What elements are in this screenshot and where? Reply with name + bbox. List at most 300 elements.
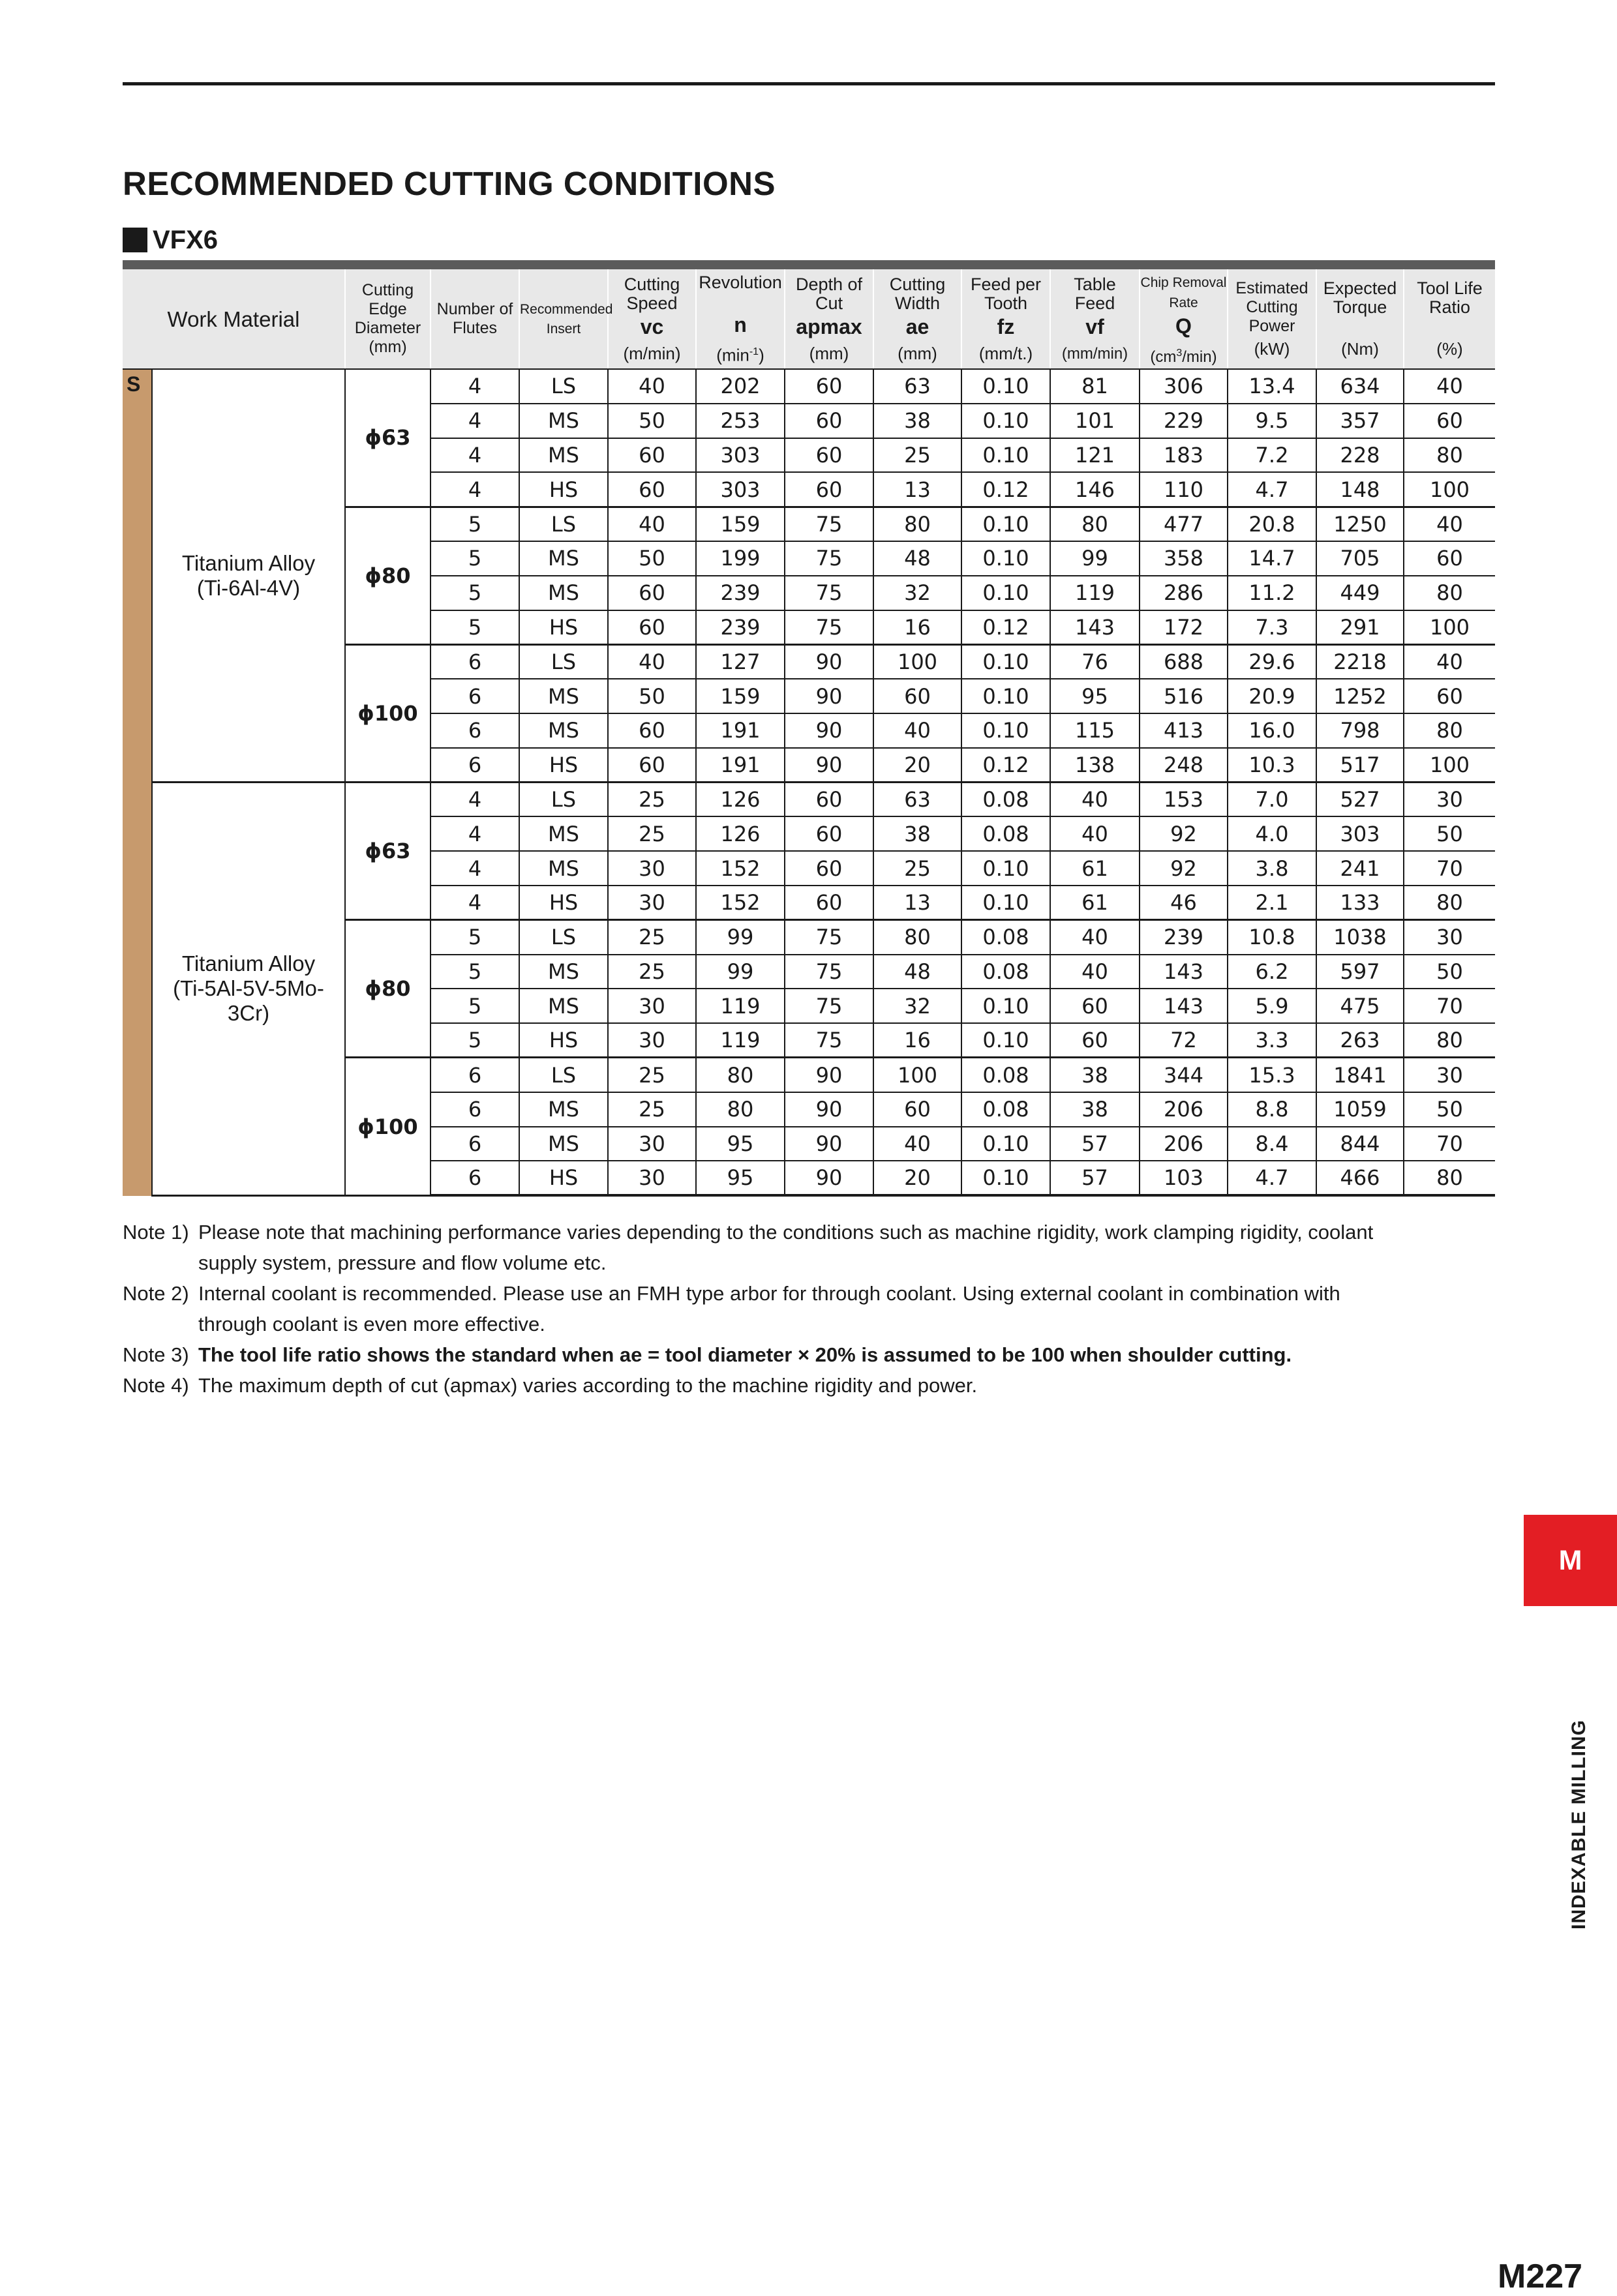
header-symbol: vf bbox=[1085, 314, 1104, 338]
cell-chip-removal-rate: 413 bbox=[1140, 713, 1228, 748]
cell-insert: MS bbox=[519, 404, 608, 438]
header-label: Tool Life bbox=[1417, 278, 1483, 298]
cell-table-feed: 60 bbox=[1050, 1023, 1140, 1058]
cell-cutting-speed: 30 bbox=[608, 989, 696, 1023]
cell-cutting-speed: 25 bbox=[608, 1058, 696, 1092]
cell-cutting-width: 60 bbox=[873, 679, 961, 713]
cell-table-feed: 99 bbox=[1050, 541, 1140, 576]
cell-tool-life-ratio: 80 bbox=[1404, 886, 1495, 920]
header-flutes bbox=[431, 269, 519, 369]
note-text bbox=[198, 1370, 977, 1401]
cell-chip-removal-rate: 92 bbox=[1140, 851, 1228, 886]
cell-table-feed: 38 bbox=[1050, 1092, 1140, 1127]
cell-chip-removal-rate: 206 bbox=[1140, 1092, 1228, 1127]
header-cutting-width bbox=[873, 269, 961, 369]
header-insert-line: Recommended bbox=[520, 302, 613, 317]
cell-feed-per-tooth: 0.10 bbox=[961, 851, 1050, 886]
cell-cutting-speed: 30 bbox=[608, 886, 696, 920]
cell-chip-removal-rate: 92 bbox=[1140, 816, 1228, 851]
cell-flutes: 6 bbox=[431, 713, 519, 748]
header-unit: (m/min) bbox=[623, 343, 681, 363]
header-label: Speed bbox=[626, 293, 678, 313]
cell-insert: MS bbox=[519, 851, 608, 886]
note bbox=[123, 1217, 1492, 1278]
cell-insert: LS bbox=[519, 644, 608, 679]
cell-cutting-width: 48 bbox=[873, 955, 961, 989]
cell-chip-removal-rate: 229 bbox=[1140, 404, 1228, 438]
cell-torque: 475 bbox=[1316, 989, 1404, 1023]
cell-revolution: 80 bbox=[696, 1092, 785, 1127]
header-torque bbox=[1316, 269, 1404, 369]
work-material-line: (Ti-5Al-5V-5Mo-3Cr) bbox=[173, 976, 324, 1026]
cell-table-feed: 61 bbox=[1050, 851, 1140, 886]
cell-feed-per-tooth: 0.10 bbox=[961, 404, 1050, 438]
header-unit-sup: -1 bbox=[749, 346, 759, 357]
header-cutting-speed bbox=[608, 269, 696, 369]
cell-flutes: 6 bbox=[431, 1127, 519, 1161]
header-diameter-line: Cutting bbox=[361, 281, 414, 299]
cell-revolution: 95 bbox=[696, 1127, 785, 1161]
cell-flutes: 5 bbox=[431, 955, 519, 989]
cell-depth-of-cut: 60 bbox=[785, 816, 873, 851]
header-feed-per-tooth bbox=[961, 269, 1050, 369]
cell-insert: MS bbox=[519, 955, 608, 989]
cell-flutes: 4 bbox=[431, 404, 519, 438]
cell-cutting-width: 63 bbox=[873, 369, 961, 404]
cell-insert: HS bbox=[519, 886, 608, 920]
header-unit: (Nm) bbox=[1341, 339, 1379, 359]
cell-table-feed: 143 bbox=[1050, 610, 1140, 645]
cell-depth-of-cut: 75 bbox=[785, 955, 873, 989]
cell-tool-life-ratio: 60 bbox=[1404, 541, 1495, 576]
cell-torque: 291 bbox=[1316, 610, 1404, 645]
section-name: VFX6 bbox=[153, 225, 219, 254]
cell-torque: 263 bbox=[1316, 1023, 1404, 1058]
note-line: through coolant is even more effective. bbox=[198, 1313, 545, 1335]
cell-cutting-width: 100 bbox=[873, 644, 961, 679]
cell-table-feed: 121 bbox=[1050, 438, 1140, 473]
cell-feed-per-tooth: 0.10 bbox=[961, 576, 1050, 610]
cell-cutting-width: 25 bbox=[873, 851, 961, 886]
cell-revolution: 202 bbox=[696, 369, 785, 404]
cell-cutting-power: 2.1 bbox=[1228, 886, 1316, 920]
cell-insert: HS bbox=[519, 1161, 608, 1195]
cell-table-feed: 61 bbox=[1050, 886, 1140, 920]
cell-flutes: 6 bbox=[431, 679, 519, 713]
cell-tool-life-ratio: 40 bbox=[1404, 644, 1495, 679]
header-label: Expected bbox=[1323, 278, 1397, 298]
cell-feed-per-tooth: 0.12 bbox=[961, 748, 1050, 783]
cell-insert: HS bbox=[519, 748, 608, 783]
cell-cutting-power: 4.7 bbox=[1228, 1161, 1316, 1195]
cell-insert: MS bbox=[519, 989, 608, 1023]
cell-cutting-power: 4.7 bbox=[1228, 472, 1316, 507]
cell-chip-removal-rate: 206 bbox=[1140, 1127, 1228, 1161]
table-header-band bbox=[123, 260, 1495, 269]
cell-revolution: 99 bbox=[696, 955, 785, 989]
cell-depth-of-cut: 60 bbox=[785, 404, 873, 438]
cell-chip-removal-rate: 46 bbox=[1140, 886, 1228, 920]
cell-tool-life-ratio: 50 bbox=[1404, 1092, 1495, 1127]
cell-tool-life-ratio: 80 bbox=[1404, 713, 1495, 748]
iso-group-s-band: S bbox=[123, 369, 152, 1195]
cell-revolution: 99 bbox=[696, 920, 785, 955]
cell-flutes: 5 bbox=[431, 507, 519, 541]
note-line: Please note that machining performance varies depending to the conditions such as machine rigidity, work clamping rigidity, coolant bbox=[198, 1221, 1374, 1244]
cell-cutting-power: 8.4 bbox=[1228, 1127, 1316, 1161]
header-symbol: n bbox=[734, 312, 747, 336]
cell-tool-life-ratio: 50 bbox=[1404, 816, 1495, 851]
cell-cutting-width: 32 bbox=[873, 989, 961, 1023]
cell-cutting-speed: 30 bbox=[608, 1161, 696, 1195]
cell-depth-of-cut: 90 bbox=[785, 1092, 873, 1127]
cell-tool-life-ratio: 100 bbox=[1404, 610, 1495, 645]
cell-revolution: 303 bbox=[696, 438, 785, 473]
cell-cutting-power: 4.0 bbox=[1228, 816, 1316, 851]
cell-depth-of-cut: 90 bbox=[785, 748, 873, 783]
cutting-edge-diameter: ϕ63 bbox=[345, 369, 431, 507]
cell-cutting-power: 16.0 bbox=[1228, 713, 1316, 748]
cell-tool-life-ratio: 100 bbox=[1404, 472, 1495, 507]
cell-depth-of-cut: 75 bbox=[785, 1023, 873, 1058]
cell-table-feed: 40 bbox=[1050, 920, 1140, 955]
cell-torque: 2218 bbox=[1316, 644, 1404, 679]
cell-flutes: 5 bbox=[431, 1023, 519, 1058]
cell-chip-removal-rate: 516 bbox=[1140, 679, 1228, 713]
cell-torque: 1038 bbox=[1316, 920, 1404, 955]
cutting-conditions-table bbox=[123, 269, 1495, 1197]
cell-insert: MS bbox=[519, 576, 608, 610]
cell-tool-life-ratio: 80 bbox=[1404, 1161, 1495, 1195]
cell-torque: 449 bbox=[1316, 576, 1404, 610]
cell-depth-of-cut: 90 bbox=[785, 1127, 873, 1161]
cell-revolution: 159 bbox=[696, 507, 785, 541]
cell-revolution: 191 bbox=[696, 748, 785, 783]
cell-feed-per-tooth: 0.08 bbox=[961, 1092, 1050, 1127]
header-label: Table bbox=[1074, 274, 1116, 294]
cell-depth-of-cut: 60 bbox=[785, 369, 873, 404]
notes bbox=[123, 1217, 1492, 1401]
cell-table-feed: 146 bbox=[1050, 472, 1140, 507]
cell-cutting-speed: 25 bbox=[608, 920, 696, 955]
cell-revolution: 119 bbox=[696, 1023, 785, 1058]
cell-tool-life-ratio: 70 bbox=[1404, 851, 1495, 886]
cell-insert: MS bbox=[519, 1127, 608, 1161]
cell-chip-removal-rate: 688 bbox=[1140, 644, 1228, 679]
cell-cutting-power: 29.6 bbox=[1228, 644, 1316, 679]
cell-feed-per-tooth: 0.08 bbox=[961, 1058, 1050, 1092]
cell-insert: LS bbox=[519, 507, 608, 541]
cell-table-feed: 119 bbox=[1050, 576, 1140, 610]
cell-cutting-width: 48 bbox=[873, 541, 961, 576]
cell-feed-per-tooth: 0.08 bbox=[961, 783, 1050, 817]
cell-table-feed: 80 bbox=[1050, 507, 1140, 541]
cell-tool-life-ratio: 30 bbox=[1404, 1058, 1495, 1092]
cell-insert: MS bbox=[519, 679, 608, 713]
header-label: Power bbox=[1248, 317, 1295, 335]
cell-cutting-power: 20.8 bbox=[1228, 507, 1316, 541]
header-symbol: Q bbox=[1175, 314, 1192, 338]
header-unit-text: (min bbox=[716, 345, 749, 365]
header-diameter-line: Edge bbox=[369, 300, 407, 318]
note-line: supply system, pressure and flow volume etc. bbox=[198, 1251, 607, 1274]
header-label: Estimated bbox=[1235, 279, 1308, 297]
cell-flutes: 5 bbox=[431, 989, 519, 1023]
cell-feed-per-tooth: 0.08 bbox=[961, 816, 1050, 851]
cell-revolution: 239 bbox=[696, 610, 785, 645]
note bbox=[123, 1370, 1492, 1401]
cell-flutes: 4 bbox=[431, 886, 519, 920]
cell-table-feed: 115 bbox=[1050, 713, 1140, 748]
cell-revolution: 152 bbox=[696, 851, 785, 886]
cell-torque: 844 bbox=[1316, 1127, 1404, 1161]
cell-flutes: 6 bbox=[431, 1161, 519, 1195]
cell-cutting-width: 40 bbox=[873, 713, 961, 748]
cell-flutes: 6 bbox=[431, 1058, 519, 1092]
note-text bbox=[198, 1339, 1292, 1370]
cell-cutting-speed: 60 bbox=[608, 438, 696, 473]
cell-feed-per-tooth: 0.08 bbox=[961, 955, 1050, 989]
work-material-line: Titanium Alloy bbox=[181, 550, 316, 575]
cell-revolution: 126 bbox=[696, 816, 785, 851]
section-tab: M bbox=[1524, 1515, 1617, 1606]
cell-cutting-power: 5.9 bbox=[1228, 989, 1316, 1023]
header-unit-end: /min) bbox=[1182, 348, 1217, 366]
cell-cutting-speed: 60 bbox=[608, 472, 696, 507]
table-header-row bbox=[123, 269, 1495, 369]
section-tab-label: INDEXABLE MILLING bbox=[1568, 1720, 1590, 1930]
cell-revolution: 95 bbox=[696, 1161, 785, 1195]
table-row bbox=[123, 369, 1495, 404]
cell-table-feed: 101 bbox=[1050, 404, 1140, 438]
cell-table-feed: 76 bbox=[1050, 644, 1140, 679]
cell-cutting-speed: 60 bbox=[608, 576, 696, 610]
cell-revolution: 159 bbox=[696, 679, 785, 713]
note-line: The maximum depth of cut (apmax) varies according to the machine rigidity and power. bbox=[198, 1374, 978, 1397]
cell-cutting-speed: 60 bbox=[608, 713, 696, 748]
cell-chip-removal-rate: 72 bbox=[1140, 1023, 1228, 1058]
cell-cutting-speed: 30 bbox=[608, 1127, 696, 1161]
header-symbol: fz bbox=[997, 314, 1015, 338]
cell-cutting-width: 20 bbox=[873, 748, 961, 783]
cell-depth-of-cut: 90 bbox=[785, 713, 873, 748]
header-label: Feed per bbox=[970, 274, 1042, 294]
note-text bbox=[198, 1217, 1373, 1278]
cell-depth-of-cut: 60 bbox=[785, 438, 873, 473]
cell-depth-of-cut: 75 bbox=[785, 920, 873, 955]
cell-depth-of-cut: 75 bbox=[785, 610, 873, 645]
cell-tool-life-ratio: 60 bbox=[1404, 404, 1495, 438]
cell-torque: 705 bbox=[1316, 541, 1404, 576]
cell-depth-of-cut: 60 bbox=[785, 783, 873, 817]
cell-tool-life-ratio: 60 bbox=[1404, 679, 1495, 713]
cell-tool-life-ratio: 80 bbox=[1404, 438, 1495, 473]
cell-cutting-width: 13 bbox=[873, 472, 961, 507]
cell-table-feed: 138 bbox=[1050, 748, 1140, 783]
cell-revolution: 191 bbox=[696, 713, 785, 748]
cell-cutting-width: 13 bbox=[873, 886, 961, 920]
note-label: Note 1) bbox=[123, 1221, 189, 1244]
cell-cutting-width: 38 bbox=[873, 404, 961, 438]
header-label: Cut bbox=[815, 293, 843, 313]
cell-depth-of-cut: 90 bbox=[785, 644, 873, 679]
header-label: Cutting bbox=[624, 274, 680, 294]
header-unit bbox=[697, 342, 784, 365]
header-diameter bbox=[345, 269, 431, 369]
cell-torque: 148 bbox=[1316, 472, 1404, 507]
cell-chip-removal-rate: 143 bbox=[1140, 955, 1228, 989]
cell-depth-of-cut: 90 bbox=[785, 1058, 873, 1092]
cell-tool-life-ratio: 50 bbox=[1404, 955, 1495, 989]
cell-flutes: 5 bbox=[431, 576, 519, 610]
cell-table-feed: 57 bbox=[1050, 1161, 1140, 1195]
header-symbol: apmax bbox=[796, 314, 862, 338]
cell-torque: 517 bbox=[1316, 748, 1404, 783]
cell-table-feed: 95 bbox=[1050, 679, 1140, 713]
top-rule bbox=[123, 82, 1495, 85]
header-label: Revolution bbox=[699, 272, 782, 292]
work-material-line: (Ti-6Al-4V) bbox=[196, 575, 301, 600]
cell-chip-removal-rate: 153 bbox=[1140, 783, 1228, 817]
cell-flutes: 6 bbox=[431, 748, 519, 783]
cutting-edge-diameter: ϕ80 bbox=[345, 920, 431, 1058]
cell-chip-removal-rate: 103 bbox=[1140, 1161, 1228, 1195]
header-unit: (%) bbox=[1436, 339, 1463, 359]
cell-chip-removal-rate: 477 bbox=[1140, 507, 1228, 541]
cell-cutting-power: 3.3 bbox=[1228, 1023, 1316, 1058]
cell-flutes: 4 bbox=[431, 472, 519, 507]
cutting-edge-diameter: ϕ63 bbox=[345, 783, 431, 920]
header-unit-end: ) bbox=[759, 345, 764, 365]
cell-cutting-speed: 50 bbox=[608, 541, 696, 576]
cell-cutting-width: 80 bbox=[873, 920, 961, 955]
cell-table-feed: 40 bbox=[1050, 783, 1140, 817]
cell-cutting-power: 14.7 bbox=[1228, 541, 1316, 576]
cell-torque: 798 bbox=[1316, 713, 1404, 748]
cell-torque: 133 bbox=[1316, 886, 1404, 920]
cell-tool-life-ratio: 80 bbox=[1404, 1023, 1495, 1058]
cell-insert: LS bbox=[519, 783, 608, 817]
header-diameter-line: (mm) bbox=[369, 338, 407, 356]
cell-cutting-speed: 30 bbox=[608, 1023, 696, 1058]
cell-cutting-width: 38 bbox=[873, 816, 961, 851]
header-revolution bbox=[696, 269, 785, 369]
note-line: Internal coolant is recommended. Please use an FMH type arbor for through coolant. Using external coolant in combination with bbox=[198, 1282, 1340, 1305]
cell-flutes: 5 bbox=[431, 920, 519, 955]
cell-feed-per-tooth: 0.10 bbox=[961, 438, 1050, 473]
cell-chip-removal-rate: 172 bbox=[1140, 610, 1228, 645]
cell-torque: 1059 bbox=[1316, 1092, 1404, 1127]
cell-revolution: 303 bbox=[696, 472, 785, 507]
cell-cutting-power: 8.8 bbox=[1228, 1092, 1316, 1127]
cell-feed-per-tooth: 0.08 bbox=[961, 920, 1050, 955]
cell-cutting-speed: 60 bbox=[608, 748, 696, 783]
cell-feed-per-tooth: 0.10 bbox=[961, 1161, 1050, 1195]
note-line: The tool life ratio shows the standard when ae = tool diameter × 20% is assumed to be 100 when shoulder cutting. bbox=[198, 1343, 1292, 1366]
cell-torque: 1250 bbox=[1316, 507, 1404, 541]
cell-tool-life-ratio: 40 bbox=[1404, 507, 1495, 541]
cell-depth-of-cut: 90 bbox=[785, 679, 873, 713]
cell-cutting-speed: 60 bbox=[608, 610, 696, 645]
cell-depth-of-cut: 90 bbox=[785, 1161, 873, 1195]
cell-cutting-power: 3.8 bbox=[1228, 851, 1316, 886]
header-flutes-line: Number of bbox=[436, 300, 513, 318]
cell-cutting-width: 16 bbox=[873, 1023, 961, 1058]
cell-insert: LS bbox=[519, 920, 608, 955]
header-unit: (mm) bbox=[809, 343, 849, 363]
cell-flutes: 5 bbox=[431, 541, 519, 576]
header-unit bbox=[1140, 344, 1227, 366]
note-label: Note 4) bbox=[123, 1374, 189, 1397]
cell-feed-per-tooth: 0.10 bbox=[961, 541, 1050, 576]
cell-cutting-speed: 40 bbox=[608, 369, 696, 404]
table-body bbox=[123, 369, 1495, 1195]
section-square-icon bbox=[123, 228, 147, 252]
cell-cutting-power: 6.2 bbox=[1228, 955, 1316, 989]
cell-cutting-power: 7.0 bbox=[1228, 783, 1316, 817]
cell-table-feed: 57 bbox=[1050, 1127, 1140, 1161]
cell-tool-life-ratio: 80 bbox=[1404, 576, 1495, 610]
cell-revolution: 199 bbox=[696, 541, 785, 576]
cell-cutting-speed: 25 bbox=[608, 955, 696, 989]
header-work-material: Work Material bbox=[123, 269, 345, 369]
section-label bbox=[123, 224, 218, 256]
cell-feed-per-tooth: 0.12 bbox=[961, 472, 1050, 507]
cell-flutes: 4 bbox=[431, 816, 519, 851]
cell-cutting-power: 7.3 bbox=[1228, 610, 1316, 645]
cell-chip-removal-rate: 306 bbox=[1140, 369, 1228, 404]
cell-feed-per-tooth: 0.10 bbox=[961, 1127, 1050, 1161]
cell-cutting-power: 20.9 bbox=[1228, 679, 1316, 713]
cell-tool-life-ratio: 100 bbox=[1404, 748, 1495, 783]
work-material-line: Titanium Alloy bbox=[181, 951, 316, 976]
cutting-edge-diameter: ϕ80 bbox=[345, 507, 431, 644]
header-unit-sup: 3 bbox=[1176, 347, 1183, 359]
cell-cutting-speed: 40 bbox=[608, 644, 696, 679]
header-chip-removal-rate bbox=[1140, 269, 1228, 369]
header-label: Torque bbox=[1333, 297, 1387, 317]
cell-revolution: 239 bbox=[696, 576, 785, 610]
cell-tool-life-ratio: 40 bbox=[1404, 369, 1495, 404]
cell-insert: LS bbox=[519, 1058, 608, 1092]
cell-torque: 241 bbox=[1316, 851, 1404, 886]
header-label: Cutting bbox=[1246, 298, 1298, 316]
cell-cutting-power: 11.2 bbox=[1228, 576, 1316, 610]
cell-depth-of-cut: 60 bbox=[785, 886, 873, 920]
cell-flutes: 6 bbox=[431, 644, 519, 679]
cutting-edge-diameter: ϕ100 bbox=[345, 1058, 431, 1195]
cell-insert: LS bbox=[519, 369, 608, 404]
cell-table-feed: 38 bbox=[1050, 1058, 1140, 1092]
header-symbol: vc bbox=[640, 314, 664, 338]
page-number: M227 bbox=[1498, 2258, 1583, 2295]
cell-table-feed: 40 bbox=[1050, 816, 1140, 851]
cell-torque: 357 bbox=[1316, 404, 1404, 438]
work-material-cell bbox=[152, 783, 345, 1196]
cell-chip-removal-rate: 110 bbox=[1140, 472, 1228, 507]
cell-cutting-width: 32 bbox=[873, 576, 961, 610]
cell-cutting-speed: 50 bbox=[608, 404, 696, 438]
note bbox=[123, 1339, 1492, 1370]
cell-flutes: 5 bbox=[431, 610, 519, 645]
cell-cutting-speed: 50 bbox=[608, 679, 696, 713]
header-unit: (mm) bbox=[898, 343, 937, 363]
cell-cutting-width: 16 bbox=[873, 610, 961, 645]
cell-revolution: 127 bbox=[696, 644, 785, 679]
cell-flutes: 4 bbox=[431, 783, 519, 817]
cell-revolution: 80 bbox=[696, 1058, 785, 1092]
cell-feed-per-tooth: 0.10 bbox=[961, 1023, 1050, 1058]
